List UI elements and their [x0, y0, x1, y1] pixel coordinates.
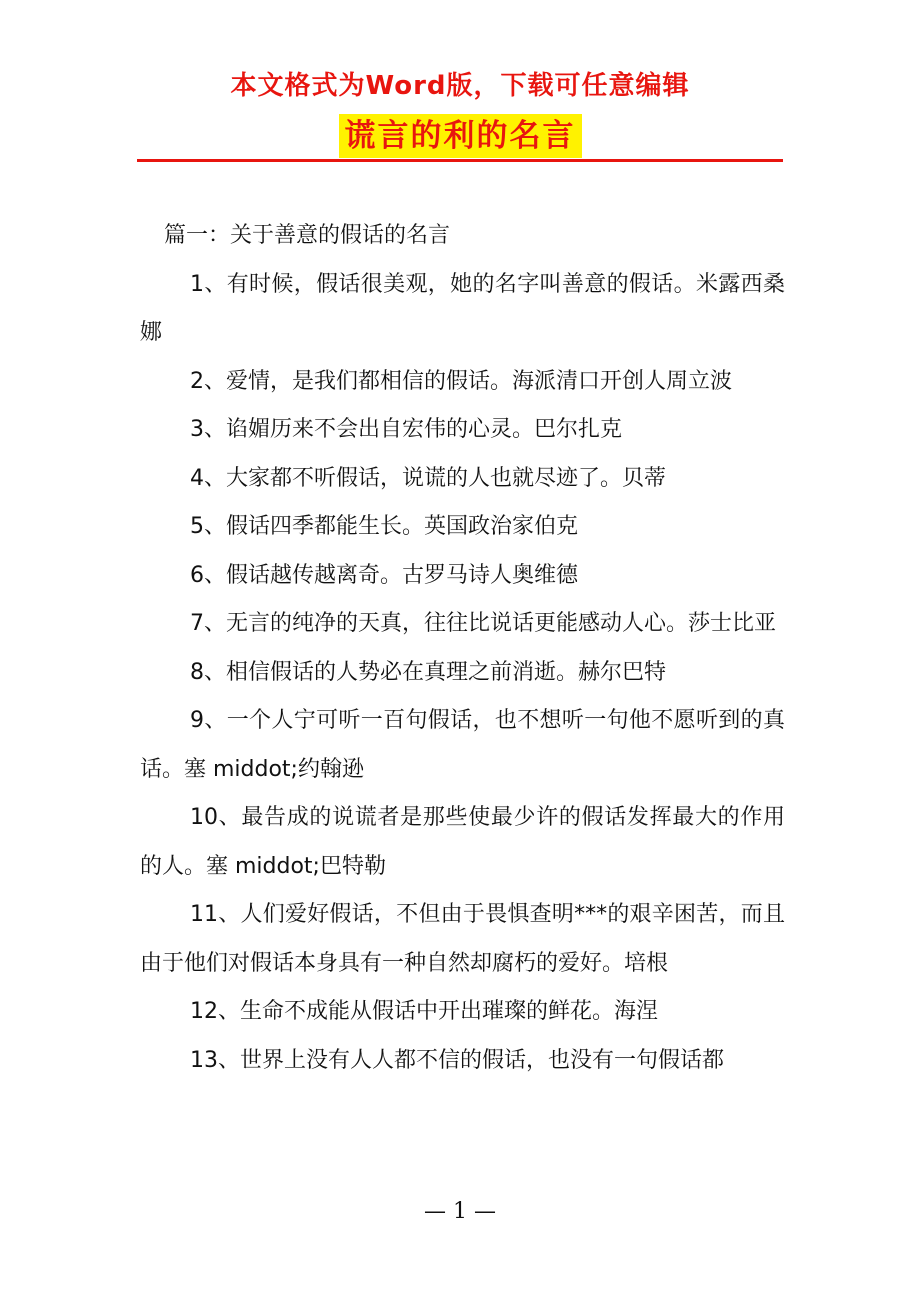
title-divider	[137, 159, 783, 162]
quote-item-13: 13、世界上没有人人都不信的假话，也没有一句假话都	[190, 1047, 724, 1073]
quote-item-3: 3、谄媚历来不会出自宏伟的心灵。巴尔扎克	[190, 417, 622, 442]
page-number: — 1 —	[424, 1199, 496, 1224]
quote-item-12: 12、生命不成能从假话中开出璀璨的鲜花。海涅	[190, 999, 658, 1024]
quote-item-1: 1、有时候，假话很美观，她的名字叫善意的假话。米露西桑娜	[140, 271, 785, 345]
quote-item-11: 11、人们爱好假话，不但由于畏惧查明***的艰辛困苦，而且由于他们对假话本身具有一种自然却腐朽的爱好。培根	[140, 902, 785, 976]
quote-item-2: 2、爱情，是我们都相信的假话。海派清口开创人周立波	[190, 368, 732, 394]
quote-item-5: 5、假话四季都能生长。英国政治家伯克	[190, 514, 578, 539]
document-body	[140, 212, 785, 1085]
quote-item-6: 6、假话越传越离奇。古罗马诗人奥维德	[190, 562, 578, 588]
format-banner: 本文格式为Word版，下载可任意编辑	[230, 71, 690, 101]
title-container	[0, 114, 920, 158]
section-heading: 篇一：关于善意的假话的名言	[164, 223, 451, 248]
quote-item-4: 4、大家都不听假话，说谎的人也就尽迹了。贝蒂	[190, 465, 666, 491]
document-title: 谎言的利的名言	[339, 114, 582, 158]
quote-item-9: 9、一个人宁可听一百句假话，也不想听一句他不愿听到的真话。塞 middot;约翰逊	[140, 708, 785, 782]
quote-item-8: 8、相信假话的人势必在真理之前消逝。赫尔巴特	[190, 659, 666, 685]
quote-item-7: 7、无言的纯净的天真，往往比说话更能感动人心。莎士比亚	[190, 611, 776, 636]
quote-item-10: 10、最告成的说谎者是那些使最少许的假话发挥最大的作用的人。塞 middot;巴特勒	[140, 805, 785, 879]
